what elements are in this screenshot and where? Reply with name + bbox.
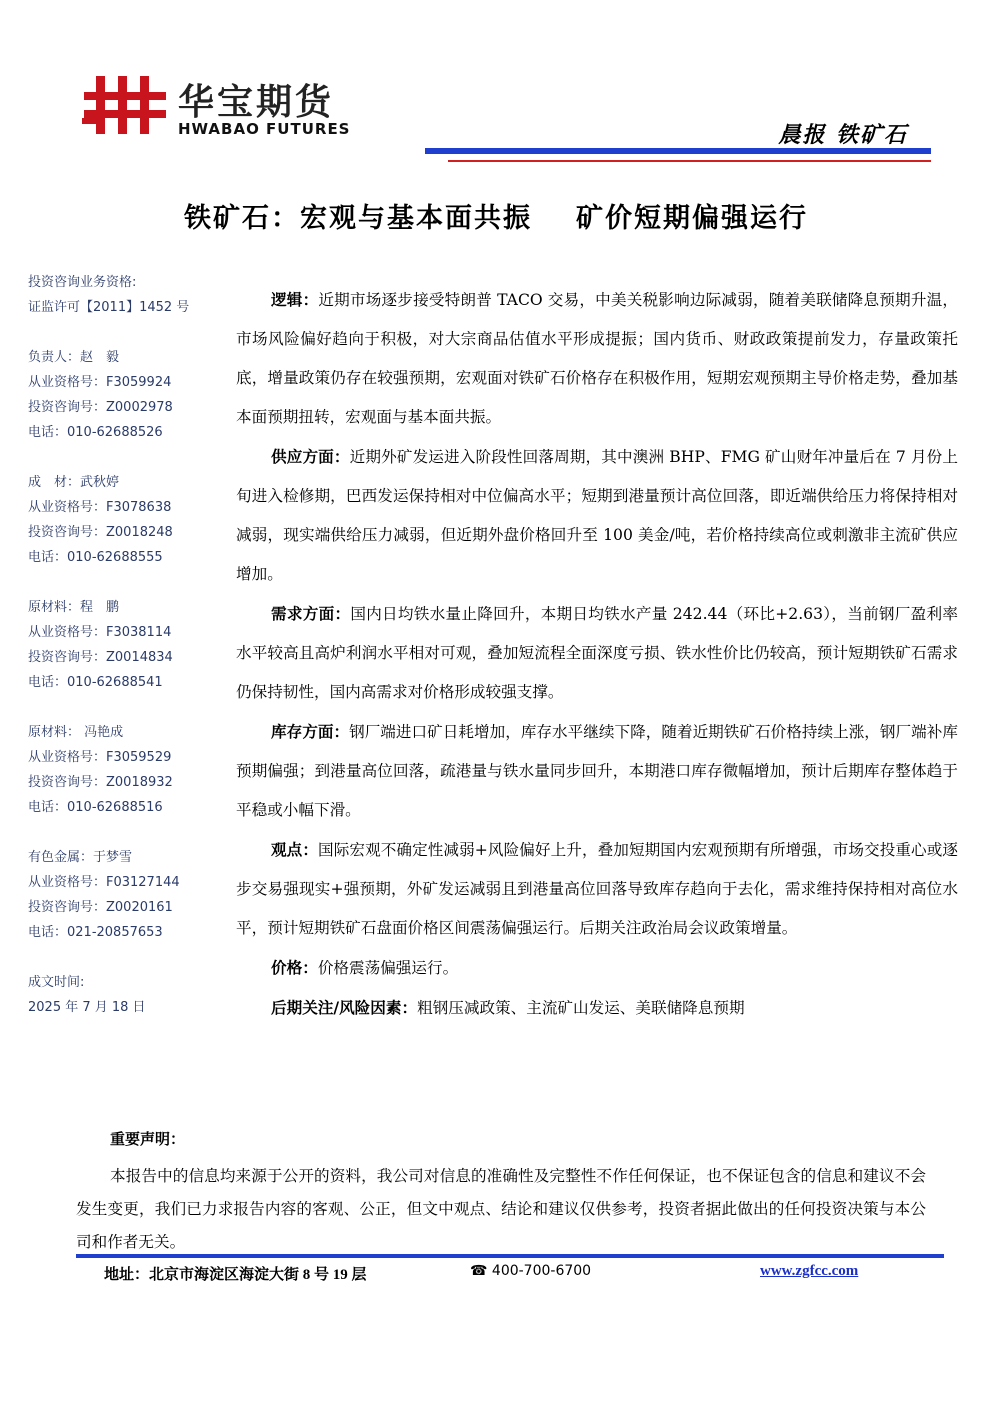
section-logic: 逻辑：近期市场逐步接受特朗普 TACO 交易，中美关税影响边际减弱，随着美联储降息预期升温，市场风险偏好趋向于积极，对大宗商品估值水平形成提振；国内货币、财政政策提前发力，存量政策托底，增量政策仍存在较强预期，宏观面对铁矿石价格存在积极作用，短期宏观预期主导价格走势，叠加基本面预期扭转，宏观面与基本面共振。 <box>236 290 958 426</box>
disclaimer-text: 本报告中的信息均来源于公开的资料，我公司对信息的准确性及完整性不作任何保证，也不保证包含的信息和建议不会发生变更，我们已力求报告内容的客观、公正，但文中观点、结论和建议仅供参考，投资者据此做出的任何投资决策与本公司和作者无关。 <box>76 1167 926 1251</box>
section-label: 观点 <box>271 840 303 859</box>
analyst-block <box>28 595 228 695</box>
analyst-role: 原材料：程 鹏 <box>28 600 120 615</box>
report-body <box>236 280 958 1028</box>
analyst-advisory: 投资咨询号：Z0014834 <box>28 650 173 665</box>
license-block <box>28 270 228 320</box>
footer-address: 地址：北京市海淀区海淀大街 8 号 19 层 <box>104 1267 367 1283</box>
section-label: 价格 <box>271 958 303 977</box>
disclaimer-body <box>76 1160 926 1259</box>
analyst-phone: 电话：010-62688516 <box>28 800 163 815</box>
report-title <box>0 196 992 235</box>
analyst-block <box>28 345 228 445</box>
disclaimer-title: 重要声明： <box>110 1130 186 1148</box>
analyst-phone: 电话：010-62688541 <box>28 675 163 690</box>
hwabao-logo-mark <box>82 72 168 138</box>
section-label: 供应方面 <box>271 447 334 466</box>
section-text: 国内日均铁水量止降回升，本期日均铁水产量 242.44（环比+2.63），当前钢厂盈利率水平较高且高炉利润水平相对可观，叠加短流程全面深度亏损、铁水性价比仍较高，预计短期铁矿石需求仍保持韧性，国内高需求对价格形成较强支撑。 <box>236 605 958 701</box>
analyst-role: 有色金属：于梦雪 <box>28 850 133 865</box>
section-inventory: 库存方面：钢厂端进口矿日耗增加，库存水平继续下降，随着近期铁矿石价格持续上涨，钢厂端补库预期偏强；到港量高位回落，疏港量与铁水量同步回升，本期港口库存微幅增加，预计后期库存整体趋于平稳或小幅下滑。 <box>236 722 958 819</box>
section-price: 价格：价格震荡偏强运行。 <box>271 958 459 977</box>
analyst-block <box>28 720 228 820</box>
section-text: 价格震荡偏强运行。 <box>317 959 459 977</box>
section-text: 钢厂端进口矿日耗增加，库存水平继续下降，随着近期铁矿石价格持续上涨，钢厂端补库预期偏强；到港量高位回落，疏港量与铁水量同步回升，本期港口库存微幅增加，预计后期库存整体趋于平稳或小幅下滑。 <box>236 723 958 819</box>
section-view: 观点：国际宏观不确定性减弱+风险偏好上升，叠加短期国内宏观预期有所增强，市场交投重心或逐步交易强现实+强预期，外矿发运减弱且到港量高位回落导致库存趋向于去化，需求维持保持相对高位水平，预计短期铁矿石盘面价格区间震荡偏强运行。后期关注政治局会议政策增量。 <box>236 840 958 937</box>
section-supply: 供应方面：近期外矿发运进入阶段性回落周期，其中澳洲 BHP、FMG 矿山财年冲量后在 7 月份上旬进入检修期，巴西发运保持相对中位偏高水平；短期到港量预计高位回落，即近端供给压力将保持相对减弱，现实端供给压力减弱，但近期外盘价格回升至 100 美金/吨，若价格持续高位或刺激非主流矿供应增加。 <box>236 447 958 583</box>
section-label: 需求方面 <box>271 604 335 623</box>
logo-english-name: HWABAO FUTURES <box>178 120 351 138</box>
footer-rule <box>76 1254 944 1258</box>
title-part-2: 矿价短期偏强运行 <box>576 203 808 234</box>
report-tag: 晨报 铁矿石 <box>778 122 908 148</box>
title-part-1: 铁矿石：宏观与基本面共振 <box>184 203 532 234</box>
analyst-block <box>28 845 228 945</box>
analyst-cert: 从业资格号：F3038114 <box>28 625 172 640</box>
section-demand: 需求方面：国内日均铁水量止降回升，本期日均铁水产量 242.44（环比+2.63），当前钢厂盈利率水平较高且高炉利润水平相对可观，叠加短流程全面深度亏损、铁水性价比仍较高，预计短期铁矿石需求仍保持韧性，国内高需求对价格形成较强支撑。 <box>236 604 958 701</box>
section-text: 国际宏观不确定性减弱+风险偏好上升，叠加短期国内宏观预期有所增强，市场交投重心或逐步交易强现实+强预期，外矿发运减弱且到港量高位回落导致库存趋向于去化，需求维持保持相对高位水平，预计短期铁矿石盘面价格区间震荡偏强运行。后期关注政治局会议政策增量。 <box>236 841 958 937</box>
analyst-cert: 从业资格号：F3059529 <box>28 750 172 765</box>
analyst-advisory: 投资咨询号：Z0002978 <box>28 400 173 415</box>
analyst-block <box>28 470 228 570</box>
analyst-phone: 电话：021-20857653 <box>28 925 163 940</box>
date-value: 2025 年 7 月 18 日 <box>28 1000 146 1015</box>
analyst-role: 成 材：武秋婷 <box>28 475 120 490</box>
license-label: 投资咨询业务资格: <box>28 275 137 290</box>
date-label: 成文时间: <box>28 975 85 990</box>
analyst-role: 原材料： 冯艳成 <box>28 725 124 740</box>
analyst-advisory: 投资咨询号：Z0018932 <box>28 775 173 790</box>
date-block <box>28 970 228 1020</box>
analyst-advisory: 投资咨询号：Z0018248 <box>28 525 173 540</box>
phone-icon: ☎ <box>470 1263 488 1279</box>
header-red-rule <box>448 160 931 162</box>
section-text: 近期外矿发运进入阶段性回落周期，其中澳洲 BHP、FMG 矿山财年冲量后在 7 月份上旬进入检修期，巴西发运保持相对中位偏高水平；短期到港量预计高位回落，即近端供给压力将保持相对减弱，现实端供给压力减弱，但近期外盘价格回升至 100 美金/吨，若价格持续高位或刺激非主流矿供应增加。 <box>236 448 958 583</box>
analyst-advisory: 投资咨询号：Z0020161 <box>28 900 173 915</box>
analyst-sidebar <box>28 270 228 1045</box>
section-text: 近期市场逐步接受特朗普 TACO 交易，中美关税影响边际减弱，随着美联储降息预期升温，市场风险偏好趋向于积极，对大宗商品估值水平形成提振；国内货币、财政政策提前发力，存量政策托底，增量政策仍存在较强预期，宏观面对铁矿石价格存在积极作用，短期宏观预期主导价格走势，叠加基本面预期扭转，宏观面与基本面共振。 <box>236 291 958 426</box>
section-label: 库存方面 <box>271 722 334 741</box>
footer-phone-number: 400-700-6700 <box>491 1263 592 1279</box>
section-text: 粗钢压减政策、主流矿山发运、美联储降息预期 <box>417 999 745 1017</box>
footer-website-link[interactable]: www.zgfcc.com <box>760 1263 859 1279</box>
license-value: 证监许可【2011】1452 号 <box>28 300 190 315</box>
section-risk: 后期关注/风险因素：粗钢压减政策、主流矿山发运、美联储降息预期 <box>271 998 745 1017</box>
analyst-phone: 电话：010-62688526 <box>28 425 163 440</box>
header-blue-rule <box>425 148 931 154</box>
section-label: 逻辑 <box>271 290 303 309</box>
logo-chinese-name: 华宝期货 <box>178 82 335 123</box>
section-label: 后期关注/风险因素 <box>271 998 402 1017</box>
analyst-role: 负责人：赵 毅 <box>28 350 120 365</box>
analyst-phone: 电话：010-62688555 <box>28 550 163 565</box>
analyst-cert: 从业资格号：F3078638 <box>28 500 172 515</box>
analyst-cert: 从业资格号：F3059924 <box>28 375 172 390</box>
footer-phone <box>470 1263 591 1279</box>
analyst-cert: 从业资格号：F03127144 <box>28 875 180 890</box>
